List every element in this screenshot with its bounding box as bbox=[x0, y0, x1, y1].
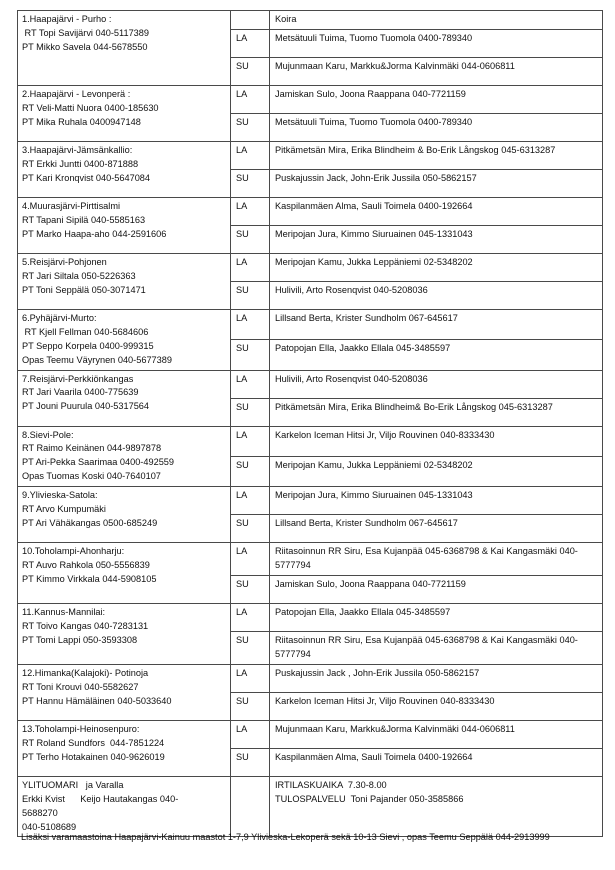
dog-handler-cell bbox=[270, 748, 603, 776]
day-cell bbox=[231, 631, 270, 664]
area-contact: RT Veli-Matti Nuora 0400-185630 bbox=[22, 102, 159, 113]
dog-handler-text: Mujunmaan Karu, Markku&Jorma Kalvinmäki 044-0606811 bbox=[275, 723, 515, 734]
area-title: 4.Muurasjärvi-Pirttisalmi bbox=[22, 200, 121, 211]
day-label: SU bbox=[236, 401, 249, 412]
dog-handler-text: Kaspilanmäen Alma, Sauli Toimela 0400-192664 bbox=[275, 200, 473, 211]
area-contact: RT Toivo Kangas 040-7283131 bbox=[22, 620, 149, 631]
day-label: LA bbox=[236, 373, 248, 384]
day-label: SU bbox=[236, 172, 249, 183]
area-contact: RT Jari Siltala 050-5226363 bbox=[22, 270, 136, 281]
area-contact: PT Jouni Puurula 040-5317564 bbox=[22, 401, 150, 412]
day-label: LA bbox=[236, 200, 248, 211]
dog-handler-text: Metsätuuli Tuima, Tuomo Tuomola 0400-789340 bbox=[275, 116, 473, 127]
dog-handler-text: Karkelon Iceman Hitsi Jr, Viljo Rouvinen 040-8333430 bbox=[275, 695, 495, 706]
dog-handler-text: Meripojan Jura, Kimmo Siuruainen 045-1331043 bbox=[275, 490, 473, 501]
day-cell bbox=[231, 169, 270, 197]
day-label: LA bbox=[236, 144, 248, 155]
area-cell bbox=[18, 197, 231, 253]
dog-handler-cell bbox=[270, 515, 603, 543]
day-cell bbox=[231, 141, 270, 169]
dog-handler-text: Jamiskan Sulo, Joona Raappana 040-7721159 bbox=[275, 578, 466, 589]
area-title: 11.Kannus-Mannilai: bbox=[22, 606, 106, 617]
day-label: SU bbox=[236, 116, 249, 127]
dog-handler-cell bbox=[270, 169, 603, 197]
table-row bbox=[18, 197, 603, 225]
day-cell bbox=[231, 456, 270, 486]
dog-handler-cell bbox=[270, 340, 603, 370]
dog-handler-cell bbox=[270, 692, 603, 720]
area-contact: Opas Teemu Väyrynen 040-5677389 bbox=[22, 354, 172, 365]
dog-handler-cell bbox=[270, 309, 603, 339]
dog-handler-cell bbox=[270, 113, 603, 141]
dog-handler-cell bbox=[270, 29, 603, 57]
day-cell bbox=[231, 309, 270, 339]
dog-handler-cell bbox=[270, 398, 603, 426]
day-label: SU bbox=[236, 578, 249, 589]
day-cell bbox=[231, 575, 270, 603]
area-title: 8.Sievi-Pole: bbox=[22, 429, 74, 440]
dog-handler-cell bbox=[270, 197, 603, 225]
day-cell bbox=[231, 515, 270, 543]
area-title: 7.Reisjärvi-Perkkiönkangas bbox=[22, 373, 134, 384]
dog-handler-cell bbox=[270, 253, 603, 281]
table-row bbox=[18, 487, 603, 515]
day-label: LA bbox=[236, 546, 248, 557]
day-label: LA bbox=[236, 32, 248, 43]
day-cell bbox=[231, 281, 270, 309]
area-cell bbox=[18, 720, 231, 776]
area-contact: Opas Tuomas Koski 040-7640107 bbox=[22, 471, 161, 482]
day-label: LA bbox=[236, 88, 248, 99]
dog-handler-text: Metsätuuli Tuima, Tuomo Tuomola 0400-789340 bbox=[275, 32, 473, 43]
area-cell bbox=[18, 309, 231, 370]
dog-handler-text: Koira bbox=[275, 14, 297, 24]
day-cell bbox=[231, 253, 270, 281]
dog-handler-cell bbox=[270, 85, 603, 113]
day-label: LA bbox=[236, 667, 248, 678]
area-title: 9.Ylivieska-Satola: bbox=[22, 490, 98, 501]
dog-handler-text: Karkelon Iceman Hitsi Jr, Viljo Rouvinen 040-8333430 bbox=[275, 429, 495, 440]
timing-line: TULOSPALVELU Toni Pajander 050-3585866 bbox=[275, 793, 464, 804]
area-cell bbox=[18, 11, 231, 86]
area-contact: PT Marko Haapa-aho 044-2591606 bbox=[22, 228, 167, 239]
day-cell bbox=[231, 398, 270, 426]
timing-cell bbox=[270, 776, 603, 837]
officials-line: 040-5108689 bbox=[22, 821, 77, 832]
area-cell bbox=[18, 664, 231, 720]
schedule-table-body bbox=[18, 11, 603, 837]
area-contact: RT Tapani Sipilä 040-5585163 bbox=[22, 214, 146, 225]
day-cell bbox=[231, 426, 270, 456]
dog-handler-cell bbox=[270, 603, 603, 631]
area-contact: PT Kari Kronqvist 040-5647084 bbox=[22, 172, 151, 183]
table-row bbox=[18, 253, 603, 281]
day-label: SU bbox=[236, 60, 249, 71]
day-cell bbox=[231, 720, 270, 748]
area-cell bbox=[18, 85, 231, 141]
footnote: Lisäksi varamaastoina Haapajärvi-Kainuu maastot 1-7,9 Ylivieska-Lekoperä sekä 10-13 Sievi , opas Teemu Seppälä 044-2913999 bbox=[21, 832, 550, 842]
officials-row bbox=[18, 776, 603, 837]
dog-handler-cell bbox=[270, 720, 603, 748]
day-label: LA bbox=[236, 606, 248, 617]
area-contact: RT Auvo Rahkola 050-5556839 bbox=[22, 560, 150, 571]
dog-handler-text: Hulivili, Arto Rosenqvist 040-5208036 bbox=[275, 373, 428, 384]
day-label: SU bbox=[236, 459, 249, 470]
table-row bbox=[18, 664, 603, 692]
dog-handler-text: Jamiskan Sulo, Joona Raappana 040-7721159 bbox=[275, 88, 466, 99]
table-row bbox=[18, 141, 603, 169]
dog-handler-cell bbox=[270, 575, 603, 603]
day-cell bbox=[231, 692, 270, 720]
area-contact: PT Terho Hotakainen 040-9626019 bbox=[22, 751, 165, 762]
day-label: SU bbox=[236, 751, 249, 762]
area-title: 2.Haapajärvi - Levonperä : bbox=[22, 88, 131, 99]
area-contact: RT Raimo Keinänen 044-9897878 bbox=[22, 443, 162, 454]
document bbox=[17, 10, 600, 837]
day-label: SU bbox=[236, 284, 249, 295]
officials-line: Erkki Kvist Keijo Hautakangas 040- bbox=[22, 793, 179, 804]
table-row bbox=[18, 11, 603, 30]
timing-line: IRTILASKUAIKA 7.30-8.00 bbox=[275, 779, 387, 790]
dog-handler-cell bbox=[270, 543, 603, 576]
day-label: LA bbox=[236, 490, 248, 501]
table-row bbox=[18, 370, 603, 398]
dog-handler-cell bbox=[270, 141, 603, 169]
area-contact: PT Toni Seppälä 050-3071471 bbox=[22, 284, 146, 295]
dog-handler-text: Lillsand Berta, Krister Sundholm 067-645617 bbox=[275, 518, 458, 529]
day-label: LA bbox=[236, 429, 248, 440]
dog-handler-cell bbox=[270, 487, 603, 515]
day-cell bbox=[231, 29, 270, 57]
area-contact: PT Mika Ruhala 0400947148 bbox=[22, 116, 141, 127]
day-label: LA bbox=[236, 256, 248, 267]
area-contact: RT Topi Savijärvi 040-5117389 bbox=[22, 27, 150, 38]
day-cell bbox=[231, 603, 270, 631]
dog-handler-text: Lillsand Berta, Krister Sundholm 067-645617 bbox=[275, 312, 458, 323]
day-cell bbox=[231, 340, 270, 370]
table-row bbox=[18, 85, 603, 113]
day-label: SU bbox=[236, 228, 249, 239]
area-contact: RT Roland Sundfors 044-7851224 bbox=[22, 737, 165, 748]
dog-handler-cell bbox=[270, 456, 603, 486]
day-cell bbox=[231, 370, 270, 398]
dog-handler-cell bbox=[270, 281, 603, 309]
day-cell bbox=[231, 748, 270, 776]
table-row bbox=[18, 426, 603, 456]
day-cell bbox=[231, 543, 270, 576]
area-contact: RT Jari Vaarila 0400-775639 bbox=[22, 387, 139, 398]
area-contact: PT Ari Vähäkangas 0500-685249 bbox=[22, 517, 158, 528]
day-cell bbox=[231, 85, 270, 113]
dog-handler-text: Kaspilanmäen Alma, Sauli Toimela 0400-192664 bbox=[275, 751, 473, 762]
dog-handler-text: Riitasoinnun RR Siru, Esa Kujanpää 045-6368798 & Kai Kangasmäki 040-5777794 bbox=[275, 546, 578, 571]
area-contact: PT Ari-Pekka Saarimaa 0400-492559 bbox=[22, 457, 175, 468]
day-cell bbox=[231, 57, 270, 85]
area-contact: RT Toni Krouvi 040-5582627 bbox=[22, 681, 139, 692]
area-cell bbox=[18, 603, 231, 664]
area-contact: RT Erkki Juntti 0400-871888 bbox=[22, 158, 139, 169]
dog-handler-text: Meripojan Kamu, Jukka Leppäniemi 02-5348202 bbox=[275, 256, 473, 267]
empty-day-cell bbox=[231, 776, 270, 837]
table-row bbox=[18, 603, 603, 631]
area-contact: RT Arvo Kumpumäki bbox=[22, 504, 106, 515]
dog-handler-cell bbox=[270, 426, 603, 456]
area-cell bbox=[18, 253, 231, 309]
dog-handler-text: Pitkämetsän Mira, Erika Blindheim & Bo-Erik Långskog 045-6313287 bbox=[275, 144, 556, 155]
dog-handler-text: Hulivili, Arto Rosenqvist 040-5208036 bbox=[275, 284, 428, 295]
area-contact: PT Kimmo Virkkala 044-5908105 bbox=[22, 573, 157, 584]
officials-cell bbox=[18, 776, 231, 837]
area-title: 6.Pyhäjärvi-Murto: bbox=[22, 312, 97, 323]
area-contact: PT Tomi Lappi 050-3593308 bbox=[22, 634, 138, 645]
day-cell bbox=[231, 225, 270, 253]
area-contact: PT Seppo Korpela 0400-999315 bbox=[22, 340, 154, 351]
day-cell bbox=[231, 197, 270, 225]
dog-handler-text: Pitkämetsän Mira, Erika Blindheim& Bo-Erik Långskog 045-6313287 bbox=[275, 401, 553, 412]
day-label: LA bbox=[236, 312, 248, 323]
area-title: 10.Toholampi-Ahonharju: bbox=[22, 546, 125, 557]
dog-handler-text: Meripojan Kamu, Jukka Leppäniemi 02-5348202 bbox=[275, 459, 473, 470]
day-cell bbox=[231, 487, 270, 515]
dog-handler-text: Patopojan Ella, Jaakko Ellala 045-3485597 bbox=[275, 343, 451, 354]
schedule-table bbox=[17, 10, 603, 837]
officials-line: 5688270 bbox=[22, 807, 58, 818]
dog-handler-cell bbox=[270, 631, 603, 664]
dog-handler-text: Meripojan Jura, Kimmo Siuruainen 045-1331043 bbox=[275, 228, 473, 239]
day-label: SU bbox=[236, 695, 249, 706]
dog-handler-cell bbox=[270, 57, 603, 85]
dog-handler-cell bbox=[270, 225, 603, 253]
day-cell bbox=[231, 664, 270, 692]
table-row bbox=[18, 543, 603, 576]
dog-handler-cell bbox=[270, 664, 603, 692]
officials-line: YLITUOMARI ja Varalla bbox=[22, 779, 124, 790]
area-cell bbox=[18, 487, 231, 543]
area-title: 5.Reisjärvi-Pohjonen bbox=[22, 256, 107, 267]
dog-handler-cell bbox=[270, 370, 603, 398]
area-cell bbox=[18, 543, 231, 604]
area-cell bbox=[18, 370, 231, 426]
day-label: SU bbox=[236, 518, 249, 529]
area-title: 3.Haapajärvi-Jämsänkallio: bbox=[22, 144, 133, 155]
area-cell bbox=[18, 141, 231, 197]
day-label: SU bbox=[236, 343, 249, 354]
area-title: 12.Himanka(Kalajoki)- Potinoja bbox=[22, 667, 149, 678]
dog-handler-text: Riitasoinnun RR Siru, Esa Kujanpää 045-6368798 & Kai Kangasmäki 040-5777794 bbox=[275, 634, 578, 659]
area-title: 1.Haapajärvi - Purho : bbox=[22, 14, 112, 24]
dog-handler-text: Mujunmaan Karu, Markku&Jorma Kalvinmäki 044-0606811 bbox=[275, 60, 515, 71]
dog-handler-cell bbox=[270, 11, 603, 30]
area-title: 13.Toholampi-Heinosenpuro: bbox=[22, 723, 140, 734]
area-contact: PT Hannu Hämäläinen 040-5033640 bbox=[22, 695, 172, 706]
area-contact: RT Kjell Fellman 040-5684606 bbox=[22, 326, 149, 337]
table-row bbox=[18, 309, 603, 339]
day-cell bbox=[231, 11, 270, 30]
area-contact: PT Mikko Savela 044-5678550 bbox=[22, 41, 148, 52]
dog-handler-text: Puskajussin Jack , John-Erik Jussila 050-5862157 bbox=[275, 667, 480, 678]
day-cell bbox=[231, 113, 270, 141]
area-cell bbox=[18, 426, 231, 487]
dog-handler-text: Patopojan Ella, Jaakko Ellala 045-3485597 bbox=[275, 606, 451, 617]
dog-handler-text: Puskajussin Jack, John-Erik Jussila 050-5862157 bbox=[275, 172, 477, 183]
table-row bbox=[18, 720, 603, 748]
day-label: SU bbox=[236, 634, 249, 645]
day-label: LA bbox=[236, 723, 248, 734]
